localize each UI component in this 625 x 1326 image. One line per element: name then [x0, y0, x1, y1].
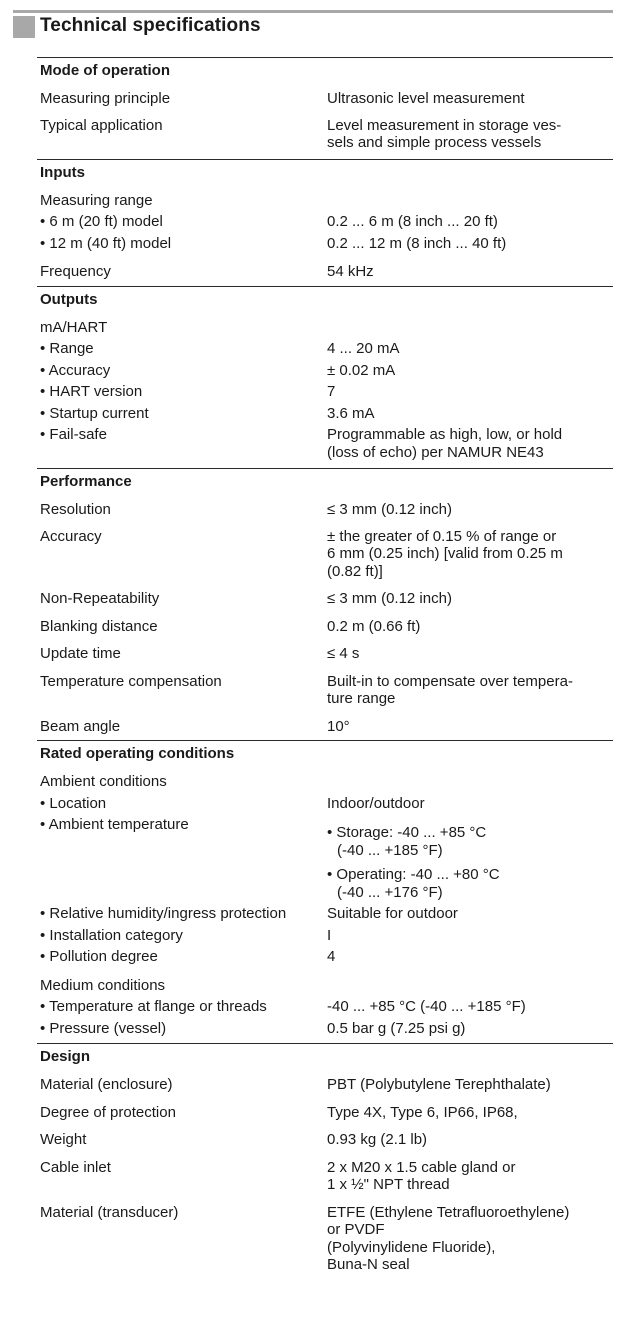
spec-value: 4 ... 20 mA: [327, 340, 400, 357]
spec-row: [37, 1016, 613, 1044]
spec-value: 3.6 mA: [327, 404, 375, 422]
section-heading: Inputs: [40, 163, 85, 181]
spec-value: ≤ 3 mm (0.12 inch): [327, 590, 452, 607]
spec-value: Indoor/outdoor: [327, 794, 425, 812]
spec-value: 0.2 ... 6 m (8 inch ... 20 ft): [327, 213, 498, 230]
section-heading: Outputs: [40, 290, 98, 308]
spec-row: [37, 612, 613, 640]
spec-row: [37, 639, 613, 667]
spec-key: Degree of protection: [40, 1103, 176, 1121]
spec-value: 4: [327, 948, 336, 965]
spec-value: 10°: [327, 717, 350, 735]
spec-value: 2 x M20 x 1.5 cable gland or 1 x ½" NPT thread: [327, 1158, 516, 1193]
header-rule: [13, 10, 613, 13]
section-rated-operating-conditions: [37, 740, 613, 1043]
spec-row: [37, 901, 613, 923]
spec-value: 0.93 kg (2.1 lb): [327, 1131, 428, 1148]
spec-row: [37, 112, 613, 159]
operating-temperature: • Operating: -40 ... +80 °C (-40 ... +176 °F): [327, 866, 609, 901]
spec-row: [37, 712, 613, 741]
spec-key: • Temperature at flange or threads: [37, 998, 327, 1016]
spec-value: 0.2 ... 12 m (8 inch ... 40 ft): [327, 234, 507, 252]
spec-value: ETFE (Ethylene Tetrafluoroethylene) or PVDF (Polyvinylidene Fluoride), Buna-N seal: [327, 1203, 570, 1273]
spec-row: [37, 994, 613, 1016]
spec-row: [37, 83, 613, 112]
section-inputs: [37, 159, 613, 286]
spec-key: Weight: [40, 1131, 87, 1148]
spec-row: [37, 336, 613, 358]
storage-temperature: • Storage: -40 ... +85 °C (-40 ... +185 °F): [327, 824, 609, 859]
spec-key: • Location: [37, 795, 327, 813]
spec-row: [37, 312, 613, 337]
spec-row: [37, 494, 613, 523]
section-heading: Performance: [40, 473, 132, 490]
section-design: [37, 1043, 613, 1278]
spec-key: • 6 m (20 ft) model: [37, 213, 327, 231]
spec-key: • Pollution degree: [37, 948, 327, 966]
spec-value: ≤ 4 s: [327, 645, 360, 662]
spec-key: • Pressure (vessel): [37, 1020, 327, 1038]
spec-row: [37, 1098, 613, 1126]
spec-key: Material (enclosure): [40, 1076, 173, 1093]
spec-row: [37, 812, 613, 901]
spec-group-label: Ambient conditions: [40, 773, 167, 790]
spec-key: Non-Repeatability: [40, 590, 160, 607]
section-mode-of-operation: [37, 57, 613, 159]
spec-value: I: [327, 926, 332, 944]
spec-row: [37, 252, 613, 286]
spec-key: Update time: [40, 645, 121, 662]
section-heading: Mode of operation: [40, 62, 170, 79]
spec-key: Beam angle: [40, 717, 121, 735]
spec-value: ± 0.02 mA: [327, 361, 396, 379]
spec-value: ± the greater of 0.15 % of range or 6 mm (0.25 inch) [valid from 0.25 m (0.82 ft)]: [327, 527, 563, 580]
spec-value: Built-in to compensate over tempera- ture range: [327, 672, 573, 707]
spec-key: Frequency: [40, 263, 111, 280]
spec-row: [37, 422, 613, 468]
spec-row: [37, 584, 613, 612]
section-heading: Design: [40, 1048, 91, 1065]
spec-row: [37, 231, 613, 253]
spec-key: • Startup current: [37, 405, 327, 423]
title-marker: [13, 16, 35, 38]
spec-value: Type 4X, Type 6, IP66, IP68,: [327, 1103, 518, 1121]
spec-key: • Ambient temperature: [37, 816, 327, 901]
spec-key: • Fail-safe: [37, 426, 327, 461]
spec-key: Measuring principle: [40, 90, 171, 107]
spec-row: [37, 523, 613, 585]
spec-key: Cable inlet: [40, 1158, 111, 1176]
spec-key: • Accuracy: [37, 362, 327, 380]
spec-key: Temperature compensation: [40, 672, 222, 690]
spec-row: [37, 1125, 613, 1153]
spec-key: • Installation category: [37, 927, 327, 945]
spec-value: Ultrasonic level measurement: [327, 90, 525, 107]
spec-value: -40 ... +85 °C (-40 ... +185 °F): [327, 998, 526, 1015]
spec-value: Programmable as high, low, or hold (loss of echo) per NAMUR NE43: [327, 426, 563, 461]
spec-row: [37, 209, 613, 231]
section-outputs: [37, 286, 613, 469]
section-performance: [37, 468, 613, 740]
spec-row: [37, 401, 613, 423]
spec-key: • HART version: [37, 383, 327, 401]
spec-value: ≤ 3 mm (0.12 inch): [327, 501, 452, 518]
spec-row: [37, 1153, 613, 1198]
spec-key: Typical application: [40, 116, 163, 134]
section-heading: Rated operating conditions: [40, 745, 235, 762]
spec-value: 0.2 m (0.66 ft): [327, 617, 421, 635]
spec-row: [37, 791, 613, 813]
spec-row: [37, 1069, 613, 1098]
spec-row: [37, 358, 613, 380]
spec-key: Blanking distance: [40, 617, 158, 635]
spec-row: [37, 766, 613, 791]
spec-value: 54 kHz: [327, 263, 374, 280]
spec-value: PBT (Polybutylene Terephthalate): [327, 1076, 551, 1093]
spec-group-label: Measuring range: [40, 191, 153, 209]
spec-value: Suitable for outdoor: [327, 905, 458, 922]
spec-row: [37, 923, 613, 945]
spec-row: [37, 1198, 613, 1278]
spec-key: • Range: [37, 340, 327, 358]
spec-value-list: [327, 816, 613, 901]
page-title: Technical specifications: [40, 15, 261, 36]
spec-table: [37, 57, 613, 1278]
spec-value: 7: [327, 383, 336, 400]
spec-value: Level measurement in storage ves- sels and simple process vessels: [327, 116, 562, 151]
spec-row: [37, 185, 613, 210]
spec-row: [37, 667, 613, 712]
spec-key: Resolution: [40, 501, 111, 518]
spec-value: 0.5 bar g (7.25 psi g): [327, 1019, 466, 1037]
spec-row: [37, 944, 613, 966]
spec-row: [37, 379, 613, 401]
spec-row: [37, 966, 613, 995]
spec-key: • 12 m (40 ft) model: [37, 235, 327, 253]
spec-key: • Relative humidity/ingress protection: [37, 905, 327, 923]
spec-group-label: Medium conditions: [40, 976, 166, 994]
spec-key: Material (transducer): [40, 1203, 179, 1221]
spec-key: Accuracy: [40, 527, 102, 545]
spec-group-label: mA/HART: [40, 318, 108, 336]
